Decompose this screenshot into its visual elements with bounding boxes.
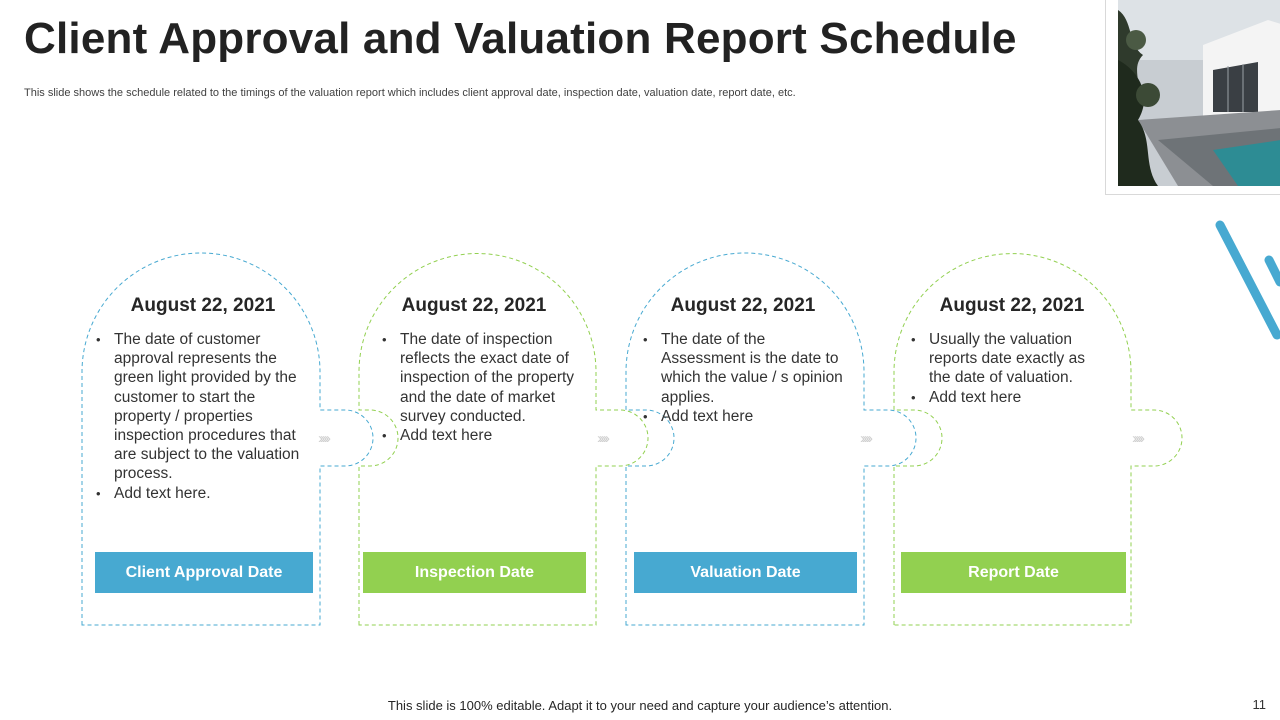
stage-date-inspection: August 22, 2021 [401,295,547,316]
stage-bullets-report [911,330,1101,407]
connector-chevrons: ››››› [318,430,328,447]
bullet-item: • Add text here [643,407,853,426]
footer-note: This slide is 100% editable. Adapt it to your need and capture your audience’s attention. [387,698,893,713]
bullet-item: • The date of inspection reflects the exact date of inspection of the property and the date of market survey conducted. [382,330,582,426]
report-date-button[interactable]: Report Date [901,552,1126,593]
bullet-item: • Add text here [911,388,1101,407]
inspection-date-button[interactable]: Inspection Date [363,552,586,593]
connector-chevrons: ››››› [1132,430,1142,447]
stage-date-report: August 22, 2021 [939,295,1085,316]
stage-date-client-approval: August 22, 2021 [130,295,276,316]
stage-bullets-client-approval [96,330,306,503]
valuation-date-button[interactable]: Valuation Date [634,552,857,593]
bullet-item: • Add text here [382,426,582,445]
stage-bullets-valuation [643,330,853,426]
page-title: Client Approval and Valuation Report Schedule [24,14,1017,63]
client-approval-date-button[interactable]: Client Approval Date [95,552,313,593]
bullet-item: • Usually the valuation reports date exactly as the date of valuation. [911,330,1101,388]
page-subtitle: This slide shows the schedule related to the timings of the valuation report which includes client approval date, inspection date, valuation date, report date, etc. [24,87,796,99]
bullet-item: • The date of the Assessment is the date to which the value / s opinion applies. [643,330,853,407]
stage-bullets-inspection [382,330,582,445]
bullet-item: • Add text here. [96,484,306,503]
page-number: 11 [1252,697,1266,712]
stage-date-valuation: August 22, 2021 [670,295,816,316]
connector-chevrons: ››››› [597,430,607,447]
bullet-item: • The date of customer approval represents the green light provided by the customer to start the property / properties inspection procedures that are subject to the valuation process. [96,330,306,484]
connector-chevrons: ››››› [860,430,870,447]
